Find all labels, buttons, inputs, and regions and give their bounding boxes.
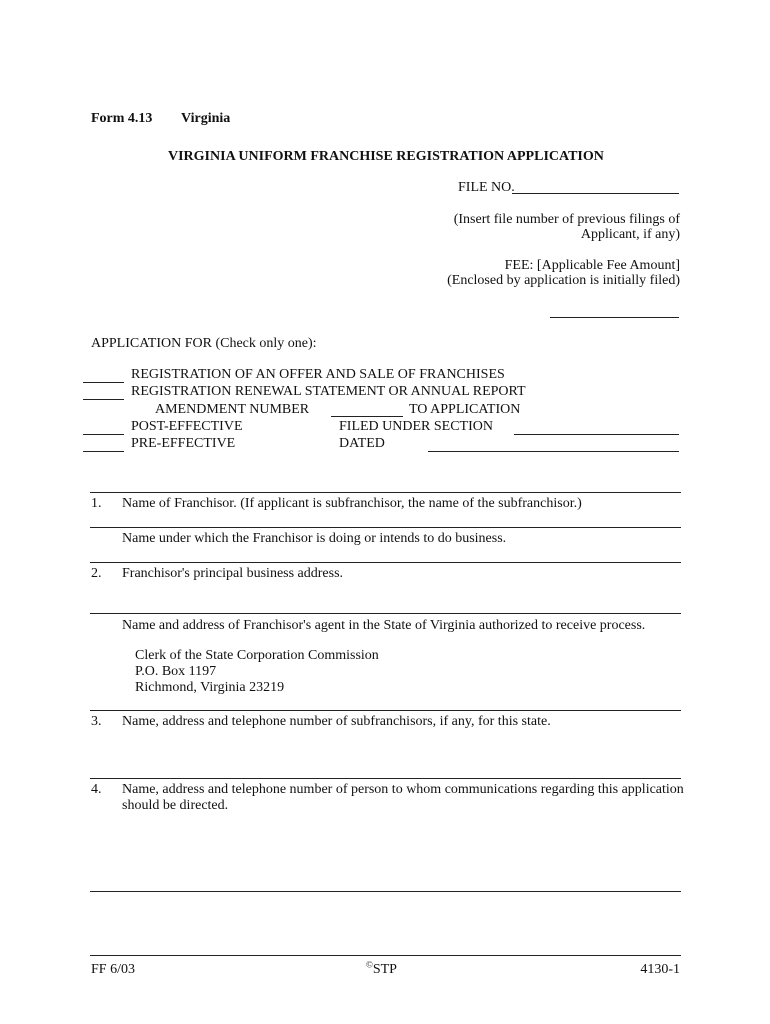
item-2-number: 2. bbox=[91, 566, 102, 581]
agent-line-1: Clerk of the State Corporation Commission bbox=[135, 648, 379, 663]
footer-divider bbox=[90, 955, 681, 956]
dated-label: DATED bbox=[339, 436, 385, 451]
to-application-label: TO APPLICATION bbox=[409, 402, 521, 417]
item-4-number: 4. bbox=[91, 782, 102, 797]
business-name-field[interactable] bbox=[90, 562, 681, 563]
checkbox-pre-effective[interactable] bbox=[83, 451, 124, 452]
footer-form-code: FF 6/03 bbox=[91, 962, 135, 977]
file-no-field[interactable] bbox=[512, 193, 679, 194]
agent-line-3: Richmond, Virginia 23219 bbox=[135, 680, 285, 695]
checkbox-post-effective[interactable] bbox=[83, 434, 124, 435]
fee-amount-field[interactable] bbox=[550, 317, 679, 318]
file-no-label: FILE NO. bbox=[458, 180, 515, 195]
footer-copyright bbox=[366, 959, 397, 978]
divider bbox=[90, 492, 681, 493]
option-renewal-statement: REGISTRATION RENEWAL STATEMENT OR ANNUAL REPORT bbox=[131, 384, 526, 399]
item-2-label: Franchisor's principal business address. bbox=[122, 566, 344, 581]
item-4-label-line-1: Name, address and telephone number of person to whom communications regarding this application bbox=[122, 782, 684, 797]
file-no-note-2: Applicant, if any) bbox=[580, 227, 680, 242]
filed-under-section-label: FILED UNDER SECTION bbox=[339, 419, 493, 434]
amendment-number-label: AMENDMENT NUMBER bbox=[155, 402, 310, 417]
divider bbox=[90, 710, 681, 711]
copyright-symbol: © bbox=[366, 959, 373, 970]
checkbox-renewal-statement[interactable] bbox=[83, 399, 124, 400]
form-state: Virginia bbox=[181, 111, 231, 126]
principal-address-field[interactable] bbox=[90, 613, 681, 614]
footer-page-code: 4130-1 bbox=[640, 962, 680, 977]
form-number: Form 4.13 bbox=[91, 111, 153, 126]
subfranchisors-field[interactable] bbox=[90, 778, 681, 779]
franchisor-name-field[interactable] bbox=[90, 527, 681, 528]
checkbox-registration-offer[interactable] bbox=[83, 382, 124, 383]
item-3-label: Name, address and telephone number of subfranchisors, if any, for this state. bbox=[122, 714, 551, 729]
item-1b-label: Name under which the Franchisor is doing or intends to do business. bbox=[122, 531, 507, 546]
page-title: VIRGINIA UNIFORM FRANCHISE REGISTRATION APPLICATION bbox=[168, 149, 604, 164]
dated-field[interactable] bbox=[428, 451, 679, 452]
file-no-note-1: (Insert file number of previous filings of bbox=[453, 212, 680, 227]
item-3-number: 3. bbox=[91, 714, 102, 729]
footer-publisher: STP bbox=[372, 962, 397, 977]
item-1-number: 1. bbox=[91, 496, 102, 511]
option-registration-offer: REGISTRATION OF AN OFFER AND SALE OF FRANCHISES bbox=[131, 367, 505, 382]
item-1-label: Name of Franchisor. (If applicant is subfranchisor, the name of the subfranchisor.) bbox=[122, 496, 582, 511]
agent-line-2: P.O. Box 1197 bbox=[135, 664, 217, 679]
application-for-label: APPLICATION FOR (Check only one): bbox=[91, 336, 317, 351]
option-post-effective: POST-EFFECTIVE bbox=[131, 419, 243, 434]
section-field[interactable] bbox=[514, 434, 679, 435]
option-pre-effective: PRE-EFFECTIVE bbox=[131, 436, 236, 451]
contact-person-field[interactable] bbox=[90, 891, 681, 892]
amendment-number-field[interactable] bbox=[331, 416, 403, 417]
fee-note: (Enclosed by application is initially filed) bbox=[447, 273, 680, 288]
fee-label: FEE: [Applicable Fee Amount] bbox=[504, 258, 680, 273]
item-4-label-line-2: should be directed. bbox=[122, 798, 229, 813]
item-2b-label: Name and address of Franchisor's agent in the State of Virginia authorized to receive process. bbox=[122, 618, 646, 633]
